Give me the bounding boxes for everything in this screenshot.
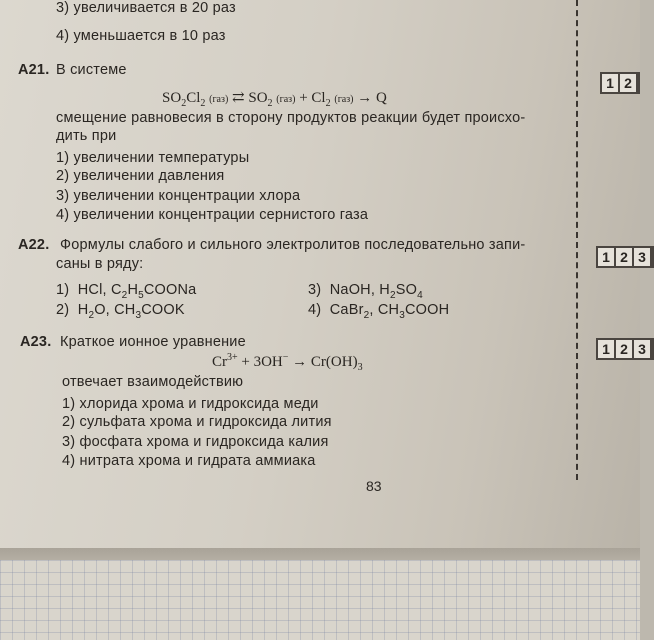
a23-option-3: 3) фосфата хрома и гидроксида калия bbox=[62, 434, 329, 450]
a21-text-line2: дить при bbox=[56, 128, 117, 144]
option-prev-4: 4) уменьшается в 10 раз bbox=[56, 28, 226, 44]
a22-text-line2: саны в ряду: bbox=[56, 256, 144, 272]
a23-intro: Краткое ионное уравнение bbox=[60, 334, 246, 350]
difficulty-tab-a23 bbox=[596, 338, 654, 360]
a23-option-1: 1) хлорида хрома и гидроксида меди bbox=[62, 396, 319, 412]
question-number-a21: A21. bbox=[18, 62, 50, 78]
tab-cell: 2 bbox=[616, 340, 632, 358]
a21-text-line1: смещение равновесия в сторону продуктов реакции будет происхо- bbox=[56, 110, 526, 126]
a21-option-1: 1) увеличении температуры bbox=[56, 150, 250, 166]
margin-dashed-line bbox=[576, 0, 578, 480]
tab-cell: 1 bbox=[598, 340, 614, 358]
a21-intro: В системе bbox=[56, 62, 127, 78]
a21-option-3: 3) увеличении концентрации хлора bbox=[56, 188, 301, 204]
tab-cell: 2 bbox=[620, 74, 636, 92]
a22-option-2: 2) $H_2O$, $CH_3COOK$ bbox=[56, 302, 185, 321]
a23-text-line2: отвечает взаимодействию bbox=[62, 374, 244, 390]
page-number: 83 bbox=[366, 478, 382, 494]
a21-option-2: 2) увеличении давления bbox=[56, 168, 225, 184]
difficulty-tab-a21 bbox=[600, 72, 640, 94]
a23-option-2: 2) сульфата хрома и гидроксида лития bbox=[62, 414, 332, 430]
tab-cell: 3 bbox=[634, 248, 650, 266]
a22-option-3: 3) NaOH, $H_2SO_4$ bbox=[308, 282, 423, 301]
tab-cell: 1 bbox=[598, 248, 614, 266]
grid-paper bbox=[0, 560, 640, 640]
tab-cell: 3 bbox=[634, 340, 650, 358]
question-number-a22: A22. bbox=[18, 237, 50, 253]
tab-cell: 1 bbox=[602, 74, 618, 92]
difficulty-tab-a22 bbox=[596, 246, 654, 268]
a22-text-line1: Формулы слабого и сильного электролитов последовательно запи- bbox=[60, 237, 526, 253]
a21-option-4: 4) увеличении концентрации сернистого газа bbox=[56, 207, 369, 223]
question-number-a23: A23. bbox=[20, 334, 52, 350]
a22-option-1: 1) HCl, $C_2H_5COONa$ bbox=[56, 282, 197, 301]
a23-option-4: 4) нитрата хрома и гидрата аммиака bbox=[62, 453, 316, 469]
a23-ionic-equation: $Cr^{3+} + 3OH^- \to Cr(OH)_3$ bbox=[212, 352, 363, 373]
tab-cell: 2 bbox=[616, 248, 632, 266]
option-prev-3: 3) увеличивается в 20 раз bbox=[56, 0, 236, 16]
a21-reaction-equation: $SO_2Cl_2$ (газ) ⇄ $SO_2$ $(газ) + Cl_2$ (газ) → Q bbox=[162, 90, 387, 109]
a22-option-4: 4) CaBr$_2$, $CH_3COOH$ bbox=[308, 302, 450, 321]
